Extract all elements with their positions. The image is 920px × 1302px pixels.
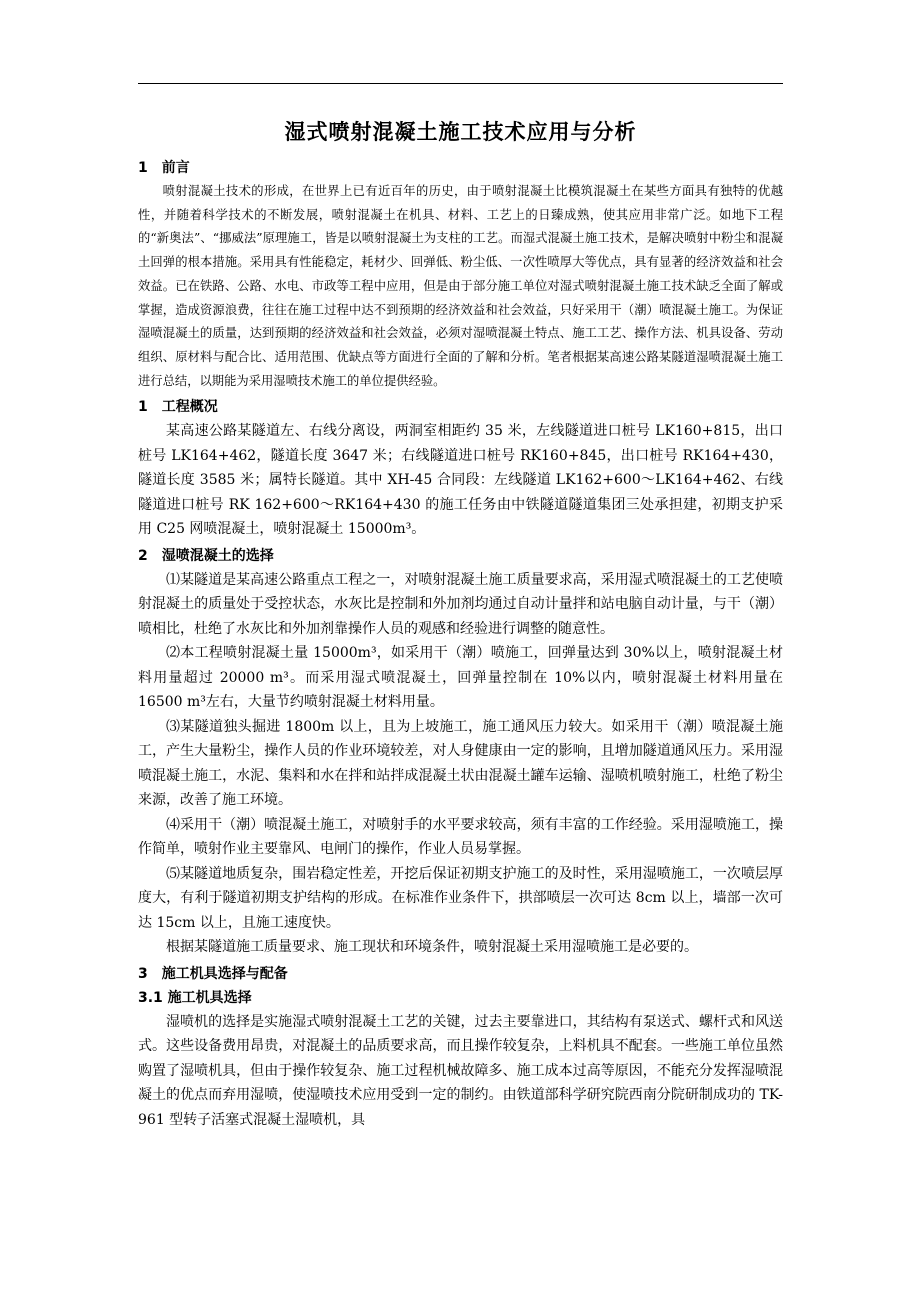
- paragraph-overview: 某高速公路某隧道左、右线分离设，两洞室相距约 35 米，左线隧道进口桩号 LK160+815，出口桩号 LK164+462，隧道长度 3647 米；右线隧道进口桩号 RK160+845，出口桩号 RK164+430，隧道长度 3585 米；属特长隧道。其中 XH-45 合同段：左线隧道 LK162+600～LK164+462、右线隧道进口桩号 RK 162+600～RK164+430 的施工任务由中铁隧道隧道集团三处承担建，初期支护采用 C25 网喷混凝土，喷射混凝土 15000m³。: [138, 423, 783, 538]
- paragraph-selection-conclusion: 根据某隧道施工质量要求、施工现状和环境条件，喷射混凝土采用湿喷施工是必要的。: [166, 939, 698, 956]
- header-rule: [138, 83, 783, 84]
- section-heading-selection: 2 湿喷混凝土的选择: [138, 547, 274, 564]
- paragraph-selection-item: ⑶某隧道独头掘进 1800m 以上，且为上坡施工，施工通风压力较大。如采用干（潮）喷混凝土施工，产生大量粉尘，操作人员的作业环境较差，对人身健康由一定的影响，且增加隧道通风压力。采用湿喷混凝土施工，水泥、集料和水在拌和站拌成混凝土状由混凝土罐车运输、湿喷机喷射施工，杜绝了粉尘来源，改善了施工环境。: [138, 718, 783, 809]
- paragraph-selection-item: ⑴某隧道是某高速公路重点工程之一，对喷射混凝土施工质量要求高，采用湿式喷混凝土的工艺使喷射混凝土的质量处于受控状态，水灰比是控制和外加剂均通过自动计量拌和站电脑自动计量，与干（潮）喷相比，杜绝了水灰比和外加剂靠操作人员的观感和经验进行调整的随意性。: [138, 571, 783, 637]
- paragraph-preface: 喷射混凝土技术的形成，在世界上已有近百年的历史，由于喷射混凝土比模筑混凝土在某些方面具有独特的优越性，并随着科学技术的不断发展，喷射混凝土在机具、材料、工艺上的日臻成熟，使其应用非常广泛。如地下工程的“新奥法”、“挪威法”原理施工，皆是以喷射混凝土为支柱的工艺。而湿式混凝土施工技术，是解决喷射中粉尘和混凝土回弹的根本措施。采用具有性能稳定，耗材少、回弹低、粉尘低、一次性喷厚大等优点，具有显著的经济效益和社会效益。已在铁路、公路、水电、市政等工程中应用，但是由于部分施工单位对湿式喷射混凝土施工技术缺乏全面了解或掌握，造成资源浪费，往往在施工过程中达不到预期的经济效益和社会效益，只好采用干（潮）喷混凝土施工。为保证湿喷混凝土的质量，达到预期的经济效益和社会效益，必须对湿喷混凝土特点、施工工艺、操作方法、机具设备、劳动组织、原材料与配合比、适用范围、优缺点等方面进行全面的了解和分析。笔者根据某高速公路某隧道湿喷混凝土施工进行总结，以期能为采用湿喷技术施工的单位提供经验。: [138, 184, 783, 388]
- document-title: 湿式喷射混凝土施工技术应用与分析: [284, 120, 637, 144]
- document-body: [138, 118, 783, 1132]
- paragraph-machine-selection: 湿喷机的选择是实施湿式喷射混凝土工艺的关键，过去主要靠进口，其结构有泵送式、螺杆式和风送式。这些设备费用昂贵，对混凝土的品质要求高，而且操作较复杂，上料机具不配套。一些施工单位虽然购置了湿喷机具，但由于操作较复杂、施工过程机械故障多、施工成本过高等原因，不能充分发挥湿喷混凝土的优点而弃用湿喷，使湿喷技术应用受到一定的制约。由铁道部科学研究院西南分院研制成功的 TK-961 型转子活塞式混凝土湿喷机，具: [138, 1013, 783, 1128]
- section-heading-preface: 1 前言: [138, 160, 190, 176]
- paragraph-selection-item: ⑷采用干（潮）喷混凝土施工，对喷射手的水平要求较高，须有丰富的工作经验。采用湿喷施工，操作简单，喷射作业主要靠风、电闸门的操作，作业人员易掌握。: [138, 816, 783, 858]
- subsection-heading-machine-selection: 3.1 施工机具选择: [138, 989, 252, 1006]
- section-heading-machines: 3 施工机具选择与配备: [138, 965, 288, 982]
- paragraph-selection-item: ⑸某隧道地质复杂，围岩稳定性差，开挖后保证初期支护施工的及时性，采用湿喷施工，一次喷层厚度大，有利于隧道初期支护结构的形成。在标准作业条件下，拱部喷层一次可达 8cm 以上，墙部一次可达 15cm 以上，且施工速度快。: [138, 865, 783, 931]
- section-heading-overview: 1 工程概况: [138, 399, 218, 416]
- paragraph-selection-item: ⑵本工程喷射混凝土量 15000m³，如采用干（潮）喷施工，回弹量达到 30%以上，喷射混凝土材料用量超过 20000 m³。而采用湿式喷混凝土，回弹量控制在 10%以内，喷射混凝土材料用量在 16500 m³左右，大量节约喷射混凝土材料用量。: [138, 645, 783, 711]
